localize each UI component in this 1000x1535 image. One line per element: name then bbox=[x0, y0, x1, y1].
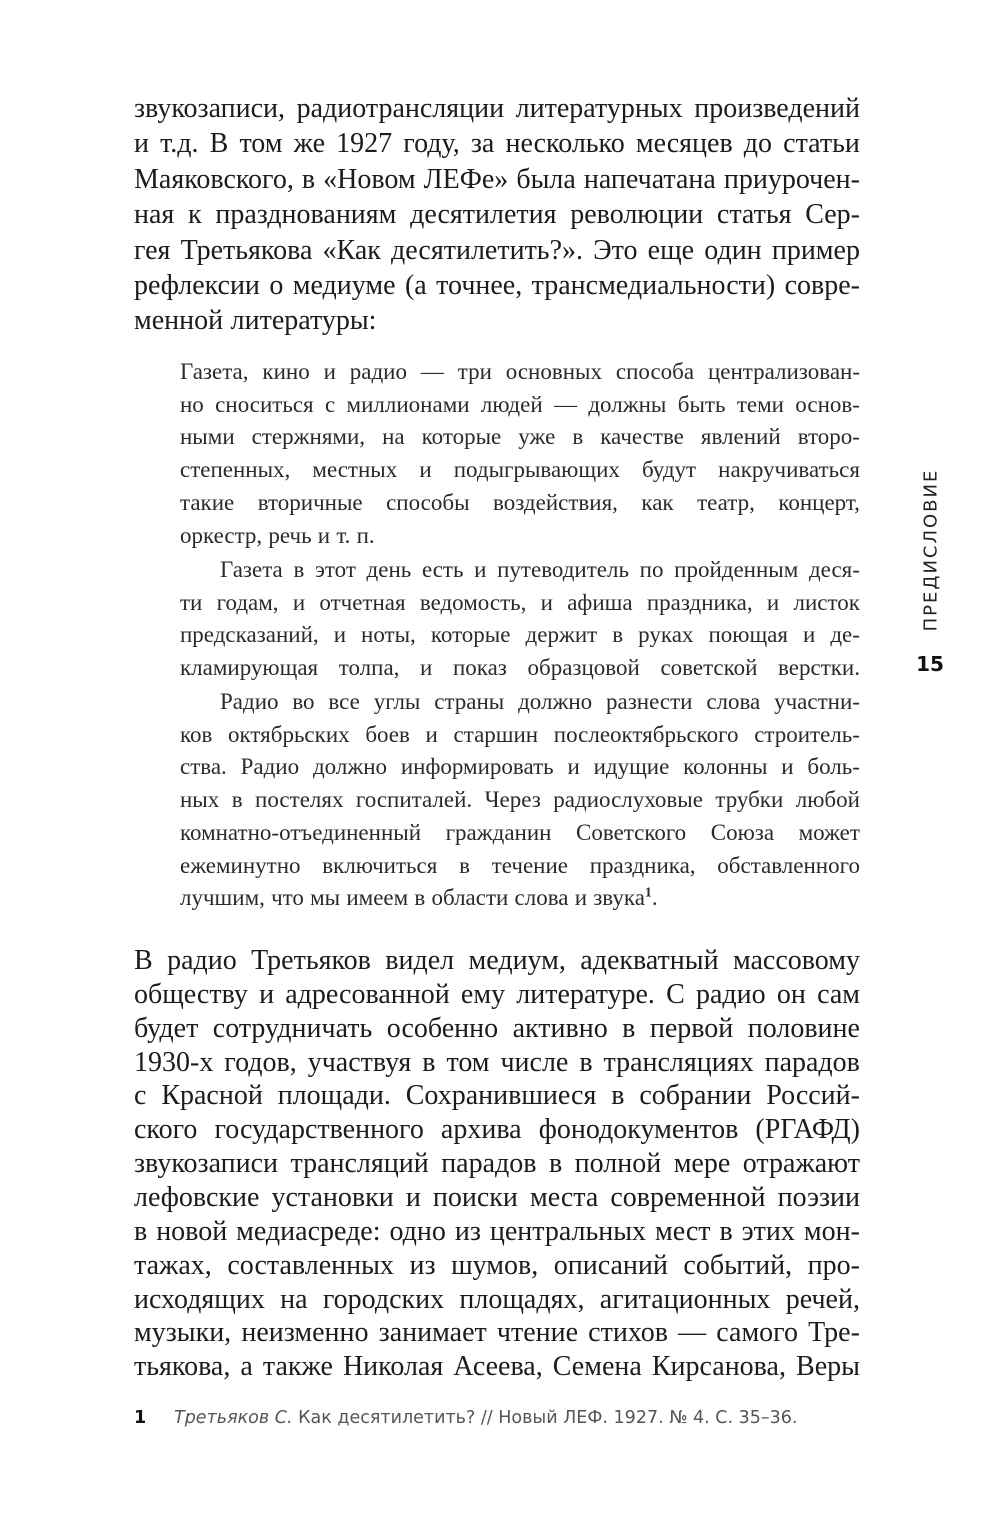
text-line: ти годам, и отчетная ведомость, и афиша праздника, и листок bbox=[180, 589, 860, 615]
text-line: Маяковского, в «Новом ЛЕФе» была напечатана приурочен- bbox=[134, 163, 860, 195]
running-head-text: ПРЕДИСЛОВИЕ bbox=[920, 468, 942, 632]
text-line: исходящих на городских площадях, агитационных речей, bbox=[134, 1283, 860, 1315]
text-line: комнатно-отъединенный гражданин Советского Союза может bbox=[180, 819, 860, 845]
text-line: рефлексии о медиуме (а точнее, трансмедиальности) совре- bbox=[134, 270, 860, 301]
text-line: тьякова, а также Николая Асеева, Семена Кирсанова, Веры bbox=[134, 1351, 860, 1383]
text-line: В радио Третьяков видел медиум, адекватный массовому bbox=[134, 945, 860, 976]
text-line: менной литературы: bbox=[134, 305, 377, 337]
text-line: предсказаний, и ноты, которые держит в руках поющая и де- bbox=[180, 622, 860, 648]
text-line: оркестр, речь и т. п. bbox=[180, 522, 375, 548]
running-head bbox=[914, 450, 948, 650]
text-line: кламирующая толпа, и показ образцовой советской верстки. bbox=[180, 655, 860, 681]
text-line: музыки, неизменно занимает чтение стихов — самого Тре- bbox=[134, 1317, 860, 1349]
footnote bbox=[134, 1408, 874, 1428]
text-line: ными стержнями, на которые уже в качестве явлений второ- bbox=[180, 424, 860, 450]
text-line: ского государственного архива фонодокументов (РГАФД) bbox=[134, 1114, 860, 1146]
text-line: будет сотрудничать особенно активно в первой половине bbox=[134, 1012, 860, 1044]
footnote-author: Третьяков С. bbox=[174, 1408, 293, 1428]
text-line: ных в постелях госпиталей. Через радиослуховые трубки любой bbox=[180, 787, 860, 813]
text-line: ства. Радио должно информировать и идущие колонны и боль- bbox=[180, 754, 860, 780]
text-line: звукозаписи трансляций парадов в полной мере отражают bbox=[134, 1148, 860, 1180]
text-line: 1930-х годов, участвуя в том числе в трансляциях парадов bbox=[134, 1046, 860, 1078]
text-line: и т.д. В том же 1927 году, за несколько месяцев до статьи bbox=[134, 128, 860, 160]
text-line: лучшим, что мы имеем в области слова и звука$^1$. bbox=[180, 884, 658, 911]
footnote-mark: 1 bbox=[134, 1408, 147, 1428]
text-line: такие вторичные способы воздействия, как театр, концерт, bbox=[180, 489, 860, 515]
text-line: гея Третьякова «Как десятилетить?». Это еще один пример bbox=[134, 234, 860, 266]
text-line: ная к празднованиям десятилетия революции статья Сер- bbox=[134, 199, 860, 231]
text-line: Газета, кино и радио — три основных способа централизован- bbox=[180, 359, 860, 384]
text-line: с Красной площади. Сохранившиеся в собрании Россий- bbox=[134, 1080, 860, 1112]
text-line: степенных, местных и подыгрывающих будут накручиваться bbox=[180, 457, 860, 483]
footnote-reference[interactable]: 1 bbox=[644, 884, 652, 900]
quote-end-period: . bbox=[651, 885, 658, 911]
text-line: но сноситься с миллионами людей — должны быть теми основ- bbox=[180, 391, 860, 417]
text-line: в новой медиасреде: одно из центральных мест в этих мон- bbox=[134, 1215, 860, 1247]
footnote-text: Как десятилетить? // Новый ЛЕФ. 1927. № 4. С. 35–36. bbox=[292, 1408, 798, 1428]
text-line: Газета в этот день есть и путеводитель по пройденным деся- bbox=[220, 557, 860, 582]
page-number: 15 bbox=[916, 652, 944, 676]
text-line: тажах, составленных из шумов, описаний событий, про- bbox=[134, 1249, 860, 1281]
text-line: Радио во все углы страны должно разнести слова участни- bbox=[220, 689, 860, 714]
text-line: ежеминутно включиться в течение праздника, обставленного bbox=[180, 852, 860, 878]
text-line: ков октябрьских боев и старшин послеоктябрьского строитель- bbox=[180, 721, 860, 747]
text-line: звукозаписи, радиотрансляции литературных произведений bbox=[134, 93, 860, 124]
text-line: обществу и адресованной ему литературе. С радио он сам bbox=[134, 978, 860, 1010]
text-line: лефовские установки и поиски места современной поэзии bbox=[134, 1181, 860, 1213]
